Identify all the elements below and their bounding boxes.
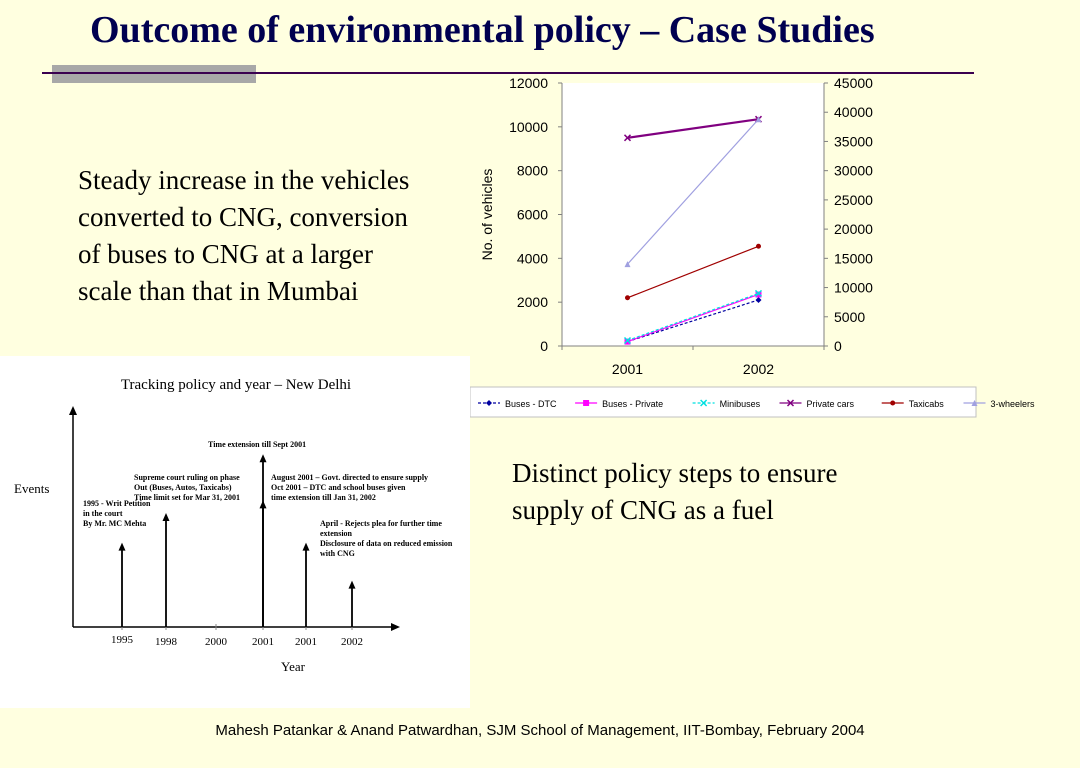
left-tick-label: 2000	[516, 294, 548, 311]
slide-title: Outcome of environmental policy – Case Studies	[90, 9, 875, 51]
legend-label: Private cars	[806, 399, 855, 409]
event-arrow-head	[260, 454, 267, 462]
y-axis-label: No. of vehicles	[479, 168, 495, 261]
event-arrow-head	[163, 513, 170, 521]
chart-legend	[470, 387, 1035, 417]
legend-label: Buses - Private	[602, 399, 664, 409]
event-arrow-head	[260, 500, 267, 508]
x-tick-label: 2002	[742, 361, 775, 377]
y-axis-arrow	[69, 406, 77, 415]
right-tick-label: 0	[834, 338, 842, 354]
events-axis-label: Events	[14, 481, 50, 496]
policy-steps-text: Distinct policy steps to ensure supply of CNG as a fuel	[512, 458, 838, 525]
timeline-title: Tracking policy and year – New Delhi	[120, 377, 352, 393]
event-description: Disclosure of data on reduced emission	[320, 539, 453, 548]
data-point	[625, 295, 630, 300]
right-tick-label: 10000	[834, 279, 873, 296]
legend-marker	[890, 401, 895, 406]
event-description: August 2001 – Govt. directed to ensure supply	[271, 473, 429, 482]
right-tick-label: 25000	[834, 191, 873, 208]
event-description: Time limit set for Mar 31, 2001	[134, 493, 240, 502]
event-description: Oct 2001 – DTC and school buses given	[271, 483, 406, 492]
event-arrow-head	[349, 581, 356, 589]
event-description: 1995 - Writ Petition	[83, 499, 151, 508]
left-tick-label: 6000	[516, 206, 548, 223]
left-tick-label: 4000	[516, 250, 548, 267]
right-tick-label: 45000	[834, 75, 873, 91]
cng-increase-text: Steady increase in the vehicles converted to CNG, conversion of buses to CNG at a larger scale than that in Mumbai	[78, 165, 410, 306]
year-label: 2000	[205, 636, 227, 648]
legend-marker	[583, 400, 589, 406]
footer-credit: Mahesh Patankar & Anand Patwardhan, SJM School of Management, IIT-Bombay, February 2004	[215, 722, 865, 739]
data-point	[756, 244, 761, 249]
legend-label: Buses - DTC	[505, 399, 557, 409]
left-tick-label: 8000	[516, 162, 548, 179]
event-description: Out (Buses, Autos, Taxicabs)	[134, 483, 232, 492]
event-description: April - Rejects plea for further time	[320, 519, 442, 528]
year-label: 2001	[295, 636, 317, 648]
legend-label: Minibuses	[719, 399, 761, 409]
event-description: in the court	[83, 509, 123, 518]
left-tick-label: 12000	[509, 75, 548, 91]
policy-timeline-chart	[0, 356, 470, 708]
right-tick-label: 35000	[834, 133, 873, 150]
legend-label: Taxicabs	[908, 399, 944, 409]
right-tick-label: 20000	[834, 221, 873, 238]
title-accent-bar	[52, 65, 256, 83]
x-axis-arrow	[391, 623, 400, 631]
right-tick-label: 5000	[834, 308, 866, 325]
event-description: with CNG	[320, 549, 355, 558]
right-tick-label: 30000	[834, 162, 873, 179]
year-label: 1998	[155, 636, 177, 648]
right-tick-label: 15000	[834, 250, 873, 267]
event-description: Supreme court ruling on phase	[134, 473, 240, 482]
timeline-panel	[0, 356, 470, 708]
plot-area	[562, 83, 824, 346]
x-tick-label: 2001	[611, 361, 644, 377]
event-arrow-head	[119, 543, 126, 551]
event-arrow-head	[303, 543, 310, 551]
event-description: By Mr. MC Mehta	[83, 519, 147, 528]
legend-label: 3-wheelers	[990, 399, 1035, 409]
year-label: 2001	[252, 636, 274, 648]
year-axis-label: Year	[281, 659, 305, 674]
left-tick-label: 10000	[509, 118, 548, 135]
right-tick-label: 40000	[834, 104, 873, 121]
vehicles-line-chart	[470, 72, 1035, 422]
event-description: Time extension till Sept 2001	[208, 440, 307, 449]
event-description: extension	[320, 529, 352, 538]
event-description: time extension till Jan 31, 2002	[271, 493, 376, 502]
left-tick-label: 0	[540, 338, 548, 354]
year-label: 2002	[341, 636, 363, 648]
year-label: 1995	[111, 634, 133, 646]
